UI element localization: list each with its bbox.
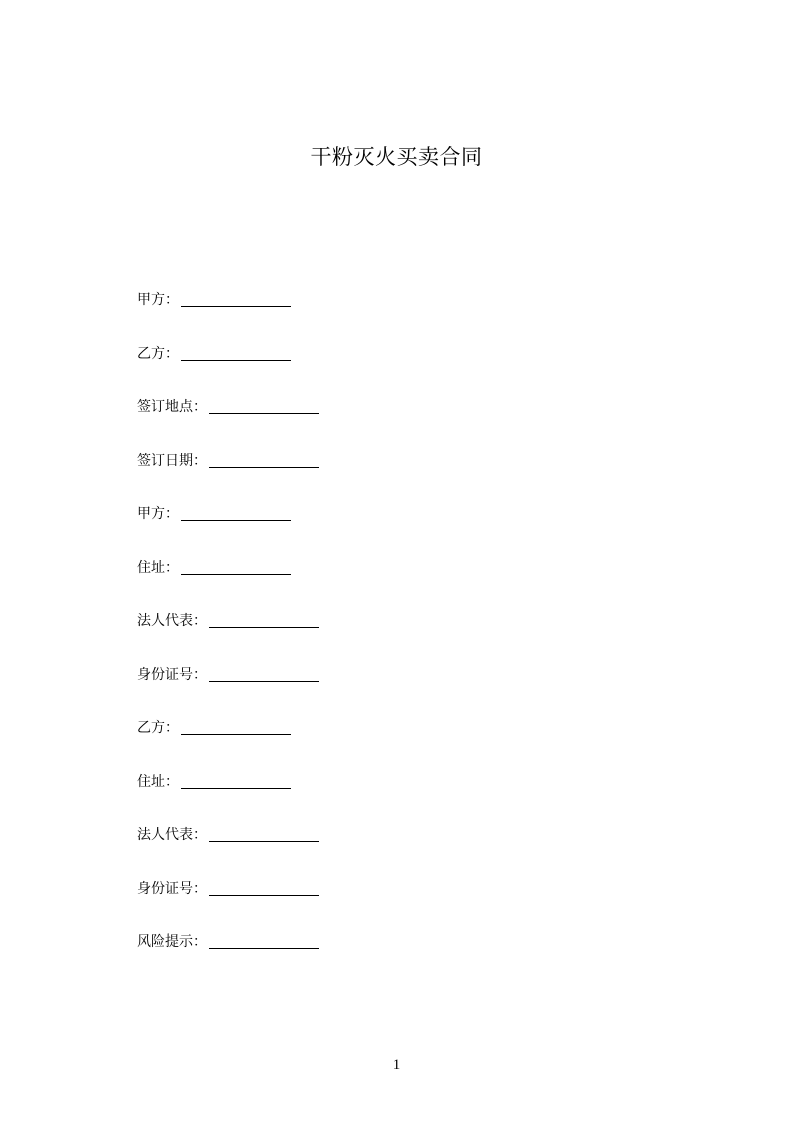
fill-in-blank [209, 947, 319, 949]
fill-in-blank [181, 305, 291, 307]
field-label: 甲方： [137, 292, 179, 308]
field-label: 甲方： [137, 506, 179, 522]
field-party-b-id-number [137, 876, 319, 902]
field-label: 住址： [137, 559, 179, 576]
field-label: 法人代表： [137, 613, 207, 629]
field-party-a-id-number [137, 662, 319, 688]
field-risk-notice [137, 929, 319, 955]
field-label: 签订日期： [137, 452, 207, 469]
fill-in-blank [181, 787, 291, 789]
field-party-b-detail [137, 715, 319, 741]
fill-in-blank [209, 840, 319, 842]
field-party-a-detail [137, 501, 319, 527]
fill-in-blank [181, 519, 291, 521]
field-signing-place [137, 394, 319, 420]
page-number: 1 [392, 1057, 401, 1073]
field-label: 身份证号： [137, 880, 207, 897]
field-signing-date [137, 448, 319, 474]
fill-in-blank [181, 573, 291, 575]
field-label: 住址： [137, 773, 179, 790]
field-party-b-legal-rep [137, 822, 319, 848]
fill-in-blank [181, 359, 291, 361]
field-label: 乙方： [137, 720, 179, 736]
field-party-b [137, 341, 319, 367]
field-party-a-legal-rep [137, 608, 319, 634]
fill-in-blank [209, 412, 319, 414]
field-party-b-address [137, 769, 319, 795]
field-label: 风险提示： [137, 934, 207, 950]
field-label: 身份证号： [137, 666, 207, 683]
fill-in-blank [181, 733, 291, 735]
field-label: 乙方： [137, 345, 179, 362]
fill-in-blank [209, 894, 319, 896]
field-label: 签订地点： [137, 399, 207, 415]
contract-fields [137, 287, 319, 983]
fill-in-blank [209, 466, 319, 468]
fill-in-blank [209, 626, 319, 628]
fill-in-blank [209, 680, 319, 682]
document-title: 干粉灭火买卖合同 [310, 145, 483, 169]
field-party-a-address [137, 555, 319, 581]
field-party-a [137, 287, 319, 313]
field-label: 法人代表： [137, 827, 207, 843]
